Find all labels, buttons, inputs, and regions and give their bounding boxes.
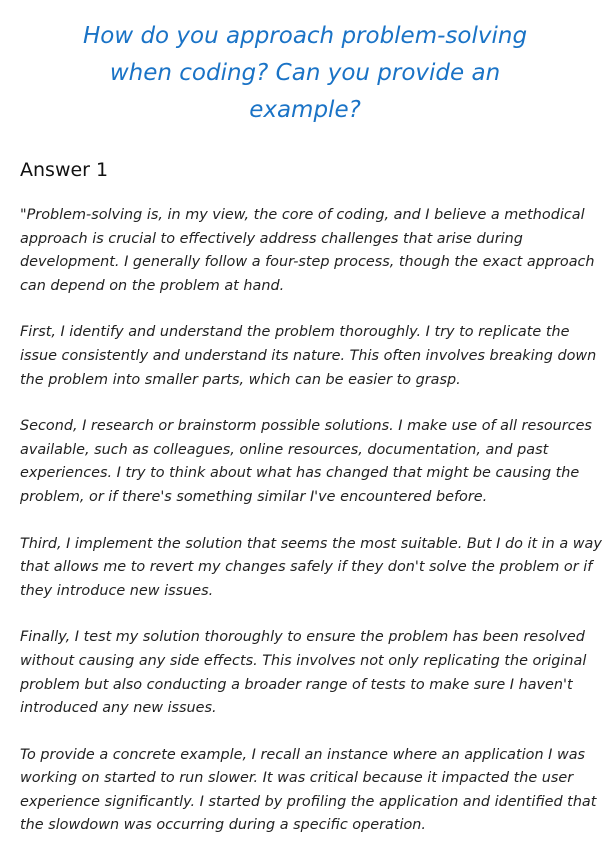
paragraph-line: First, I identify and understand the problem thoroughly. I try to replicate the <box>20 324 570 341</box>
paragraph-line: Third, I implement the solution that seems the most suitable. But I do it in a way <box>20 535 602 552</box>
answer-body <box>20 204 600 861</box>
answer-heading: Answer 1 <box>20 159 109 181</box>
paragraph-line: they introduce new issues. <box>20 582 214 599</box>
paragraph-line: can depend on the problem at hand. <box>20 277 285 294</box>
paragraph-line: the slowdown was occurring during a specific operation. <box>20 817 426 834</box>
paragraph-line: To provide a concrete example, I recall an instance where an application I was <box>20 746 586 763</box>
answer-paragraph-intro <box>20 204 600 298</box>
answer-paragraph-second-step <box>20 415 600 509</box>
paragraph-line: experience significantly. I started by profiling the application and identified that <box>20 793 597 810</box>
paragraph-line: problem, or if there's something similar I've encountered before. <box>20 488 488 505</box>
paragraph-line: "Problem-solving is, in my view, the core of coding, and I believe a methodical <box>20 207 585 223</box>
answer-paragraph-example <box>20 744 600 838</box>
paragraph-line: introduced any new issues. <box>20 700 217 717</box>
paragraph-line: approach is crucial to effectively address challenges that arise during <box>20 230 523 247</box>
paragraph-line: development. I generally follow a four-step process, though the exact approach <box>20 254 595 271</box>
paragraph-line: working on started to run slower. It was critical because it impacted the user <box>20 770 574 787</box>
paragraph-line: without causing any side effects. This involves not only replicating the original <box>20 652 587 669</box>
question-title <box>60 18 550 129</box>
answer-paragraph-third-step <box>20 533 600 604</box>
paragraph-line: the problem into smaller parts, which can be easier to grasp. <box>20 371 461 388</box>
paragraph-line: experiences. I try to think about what has changed that might be causing the <box>20 465 580 482</box>
paragraph-line: issue consistently and understand its nature. This often involves breaking down <box>20 347 597 364</box>
paragraph-line: Second, I research or brainstorm possible solutions. I make use of all resources <box>20 418 592 435</box>
paragraph-line: available, such as colleagues, online resources, documentation, and past <box>20 441 549 458</box>
paragraph-line: Finally, I test my solution thoroughly to ensure the problem has been resolved <box>20 629 585 646</box>
question-title-line: when coding? Can you provide an <box>109 60 501 86</box>
answer-paragraph-first-step <box>20 321 600 392</box>
answer-paragraph-final-step <box>20 626 600 720</box>
question-title-line: How do you approach problem-solving <box>82 23 528 49</box>
paragraph-line: problem but also conducting a broader range of tests to make sure I haven't <box>20 676 573 693</box>
question-title-line: example? <box>249 97 361 123</box>
paragraph-line: that allows me to revert my changes safely if they don't solve the problem or if <box>20 559 593 576</box>
